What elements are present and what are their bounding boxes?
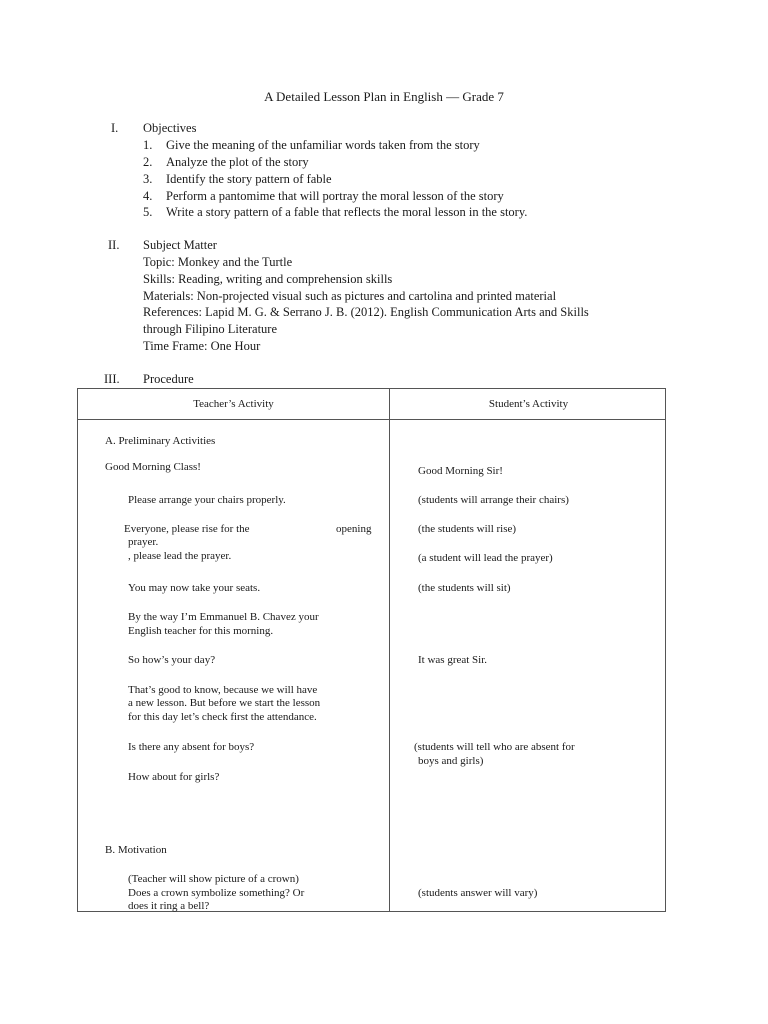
student-line: (a student will lead the prayer) (418, 552, 553, 564)
section-numeral-subject-matter: II. (108, 238, 120, 252)
subject-references-cont: through Filipino Literature (143, 322, 278, 336)
objective-number: 1. (143, 138, 153, 152)
student-line: (the students will sit) (418, 582, 511, 594)
student-line: (students answer will vary) (418, 887, 538, 899)
teacher-line: Please arrange your chairs properly. (128, 494, 286, 506)
teacher-line: does it ring a bell? (128, 900, 210, 912)
objective-number: 5. (143, 205, 153, 219)
objective-item: Analyze the plot of the story (166, 155, 309, 169)
teacher-activity-header: Teacher’s Activity (193, 398, 274, 410)
teacher-line: Does a crown symbolize something? Or (128, 887, 305, 899)
teacher-line: Everyone, please rise for the (124, 523, 250, 535)
teacher-motivation-heading: B. Motivation (105, 844, 167, 856)
section-heading-procedure: Procedure (143, 372, 194, 386)
student-line: (students will tell who are absent for (414, 741, 575, 753)
teacher-line: So how’s your day? (128, 654, 216, 666)
teacher-line: , please lead the prayer. (128, 550, 232, 562)
objective-number: 2. (143, 155, 153, 169)
objective-number: 4. (143, 189, 153, 203)
subject-topic: Topic: Monkey and the Turtle (143, 255, 293, 269)
objective-item: Identify the story pattern of fable (166, 172, 332, 186)
teacher-line: English teacher for this morning. (128, 625, 274, 637)
student-line: It was great Sir. (418, 654, 488, 666)
objective-item: Write a story pattern of a fable that reflects the moral lesson in the story. (166, 205, 528, 219)
teacher-line: prayer. (128, 536, 159, 548)
student-line: Good Morning Sir! (418, 465, 503, 477)
teacher-line: You may now take your seats. (128, 582, 261, 594)
subject-skills: Skills: Reading, writing and comprehension skills (143, 272, 393, 286)
document-title: A Detailed Lesson Plan in English — Grade 7 (264, 89, 504, 104)
teacher-line: a new lesson. But before we start the lesson (128, 697, 321, 709)
teacher-line: Good Morning Class! (105, 461, 201, 473)
teacher-line: opening (336, 523, 372, 535)
teacher-line: Is there any absent for boys? (128, 741, 255, 753)
subject-materials: Materials: Non-projected visual such as pictures and cartolina and printed material (143, 289, 557, 303)
subject-time-frame: Time Frame: One Hour (143, 339, 261, 353)
objective-item: Perform a pantomime that will portray the moral lesson of the story (166, 189, 504, 203)
student-line: boys and girls) (418, 755, 484, 767)
objective-number: 3. (143, 172, 153, 186)
section-numeral-procedure: III. (104, 372, 120, 386)
teacher-line: That’s good to know, because we will have (128, 684, 318, 696)
section-heading-objectives: Objectives (143, 121, 197, 135)
teacher-prelim-heading: A. Preliminary Activities (105, 435, 216, 447)
student-line: (students will arrange their chairs) (418, 494, 569, 506)
procedure-table (77, 388, 666, 912)
section-heading-subject-matter: Subject Matter (143, 238, 217, 252)
subject-references: References: Lapid M. G. & Serrano J. B. (2012). English Communication Arts and Skills (143, 305, 589, 319)
section-numeral-objectives: I. (111, 121, 119, 135)
student-line: (the students will rise) (418, 523, 517, 535)
teacher-line: By the way I’m Emmanuel B. Chavez your (128, 611, 319, 623)
student-activity-header: Student’s Activity (488, 398, 569, 410)
column-divider (389, 389, 390, 911)
objective-item: Give the meaning of the unfamiliar words taken from the story (166, 138, 480, 152)
teacher-line: How about for girls? (128, 771, 220, 783)
teacher-line: (Teacher will show picture of a crown) (128, 873, 299, 885)
teacher-line: for this day let’s check first the attendance. (128, 711, 317, 723)
header-divider (78, 419, 665, 420)
